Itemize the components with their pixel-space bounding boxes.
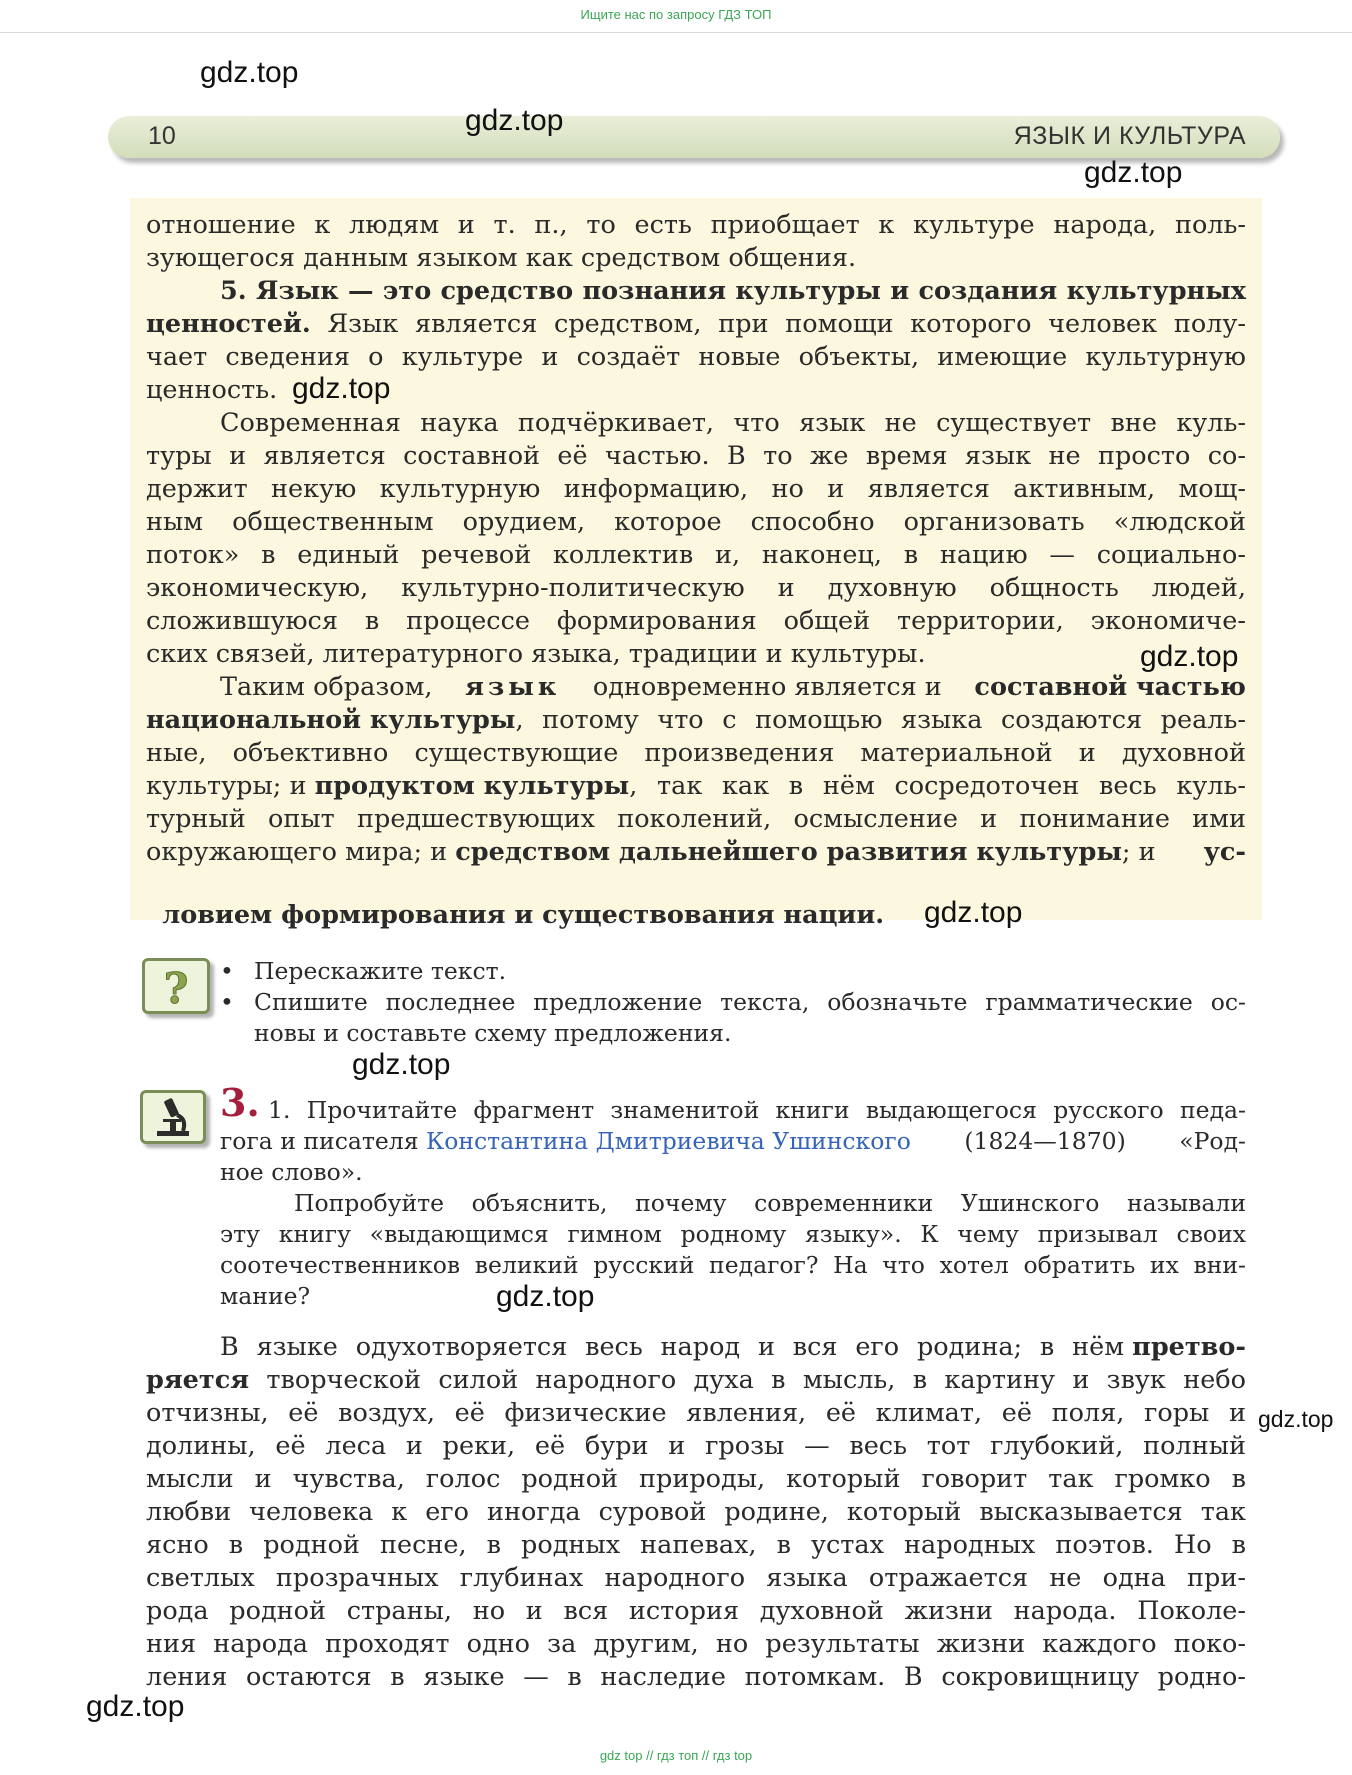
passage-line-6: любви человека к его иногда суровой родине, который высказывается так (146, 1497, 1246, 1527)
box-line-16-a: национальной культуры (146, 705, 516, 735)
page-number: 10 (148, 122, 176, 150)
top-banner[interactable]: Ищите нас по запросу ГДЗ ТОП (0, 0, 1352, 33)
exercise-line-6: соотечественников великий русский педагог? На что хотел обратить их вни- (220, 1251, 1246, 1279)
passage-line-1 (220, 1332, 1246, 1362)
box-line-21-a: ловием формирования и существования нации (162, 900, 876, 930)
author-link[interactable]: Константина Дмитриевича Ушинского (426, 1127, 911, 1155)
exercise-line-5: эту книгу «выдающимся гимном родному языку». К чему призывал своих (220, 1220, 1246, 1248)
watermark: gdz.top (1258, 1406, 1334, 1432)
box-line-20-a: окружающего мира; и (146, 837, 456, 867)
box-line-4-rest: Язык является средством, при помощи которого человек полу- (310, 309, 1246, 339)
watermark: gdz.top (1140, 640, 1239, 673)
box-line-15-c: одновременно является и (584, 672, 950, 702)
exercise-number: 3. (220, 1080, 260, 1125)
box-line-15-d: составной частью (974, 672, 1246, 702)
box-line-18-b: продуктом культуры (314, 771, 630, 801)
question-item-2-cont: новы и составьте схему предложения. (254, 1019, 732, 1047)
box-line-10: ным общественным орудием, которое способно организовать «людской (146, 507, 1246, 537)
box-line-1: отношение к людям и т. п., то есть приобщает к культуре народа, поль- (146, 210, 1246, 240)
watermark: gdz.top (465, 104, 564, 137)
section-title: ЯЗЫК И КУЛЬТУРА (1013, 122, 1246, 150)
exercise-line-2-c: (1824—1870) «Род- (910, 1127, 1246, 1155)
passage-line-1-b: претво- (1132, 1332, 1246, 1362)
passage-line-1-a: В языке одухотворяется весь народ и вся его родина; в нём (220, 1332, 1133, 1362)
question-item-2: Спишите последнее предложение текста, обозначьте грамматические ос- (254, 988, 1246, 1016)
watermark: gdz.top (496, 1280, 595, 1313)
box-line-20-d: ус- (1203, 837, 1246, 867)
exercise-line-1: 1. Прочитайте фрагмент знаменитой книги выдающегося русского педа- (268, 1096, 1246, 1124)
box-line-2: зующегося данным языком как средством общения. (146, 243, 857, 273)
box-line-18 (146, 771, 1246, 801)
question-bullet-2: • (220, 988, 234, 1016)
passage-line-2 (146, 1365, 1246, 1395)
exercise-line-4: Попробуйте объяснить, почему современники Ушинского называли (294, 1189, 1246, 1217)
box-line-20 (146, 837, 1246, 867)
question-mark-icon (142, 958, 210, 1014)
box-line-19: турный опыт предшествующих поколений, осмысление и понимание ими (146, 804, 1246, 834)
passage-line-4: долины, её леса и реки, её бури и грозы — весь тот глубокий, полный (146, 1431, 1246, 1461)
box-line-18-a: культуры; и (146, 771, 315, 801)
microscope-icon-svg (143, 1093, 203, 1141)
exercise-line-2 (220, 1127, 1246, 1155)
box-line-5: чает сведения о культуре и создаёт новые объекты, имеющие культурную (146, 342, 1246, 372)
box-line-18-c: , так как в нём сосредоточен весь куль- (629, 771, 1246, 801)
box-line-21-b: . (875, 900, 885, 930)
exercise-line-7: мание? (220, 1282, 311, 1310)
question-bullet-1: • (220, 957, 234, 985)
box-line-16-b: , потому что с помощью языка создаются реаль- (515, 705, 1246, 735)
passage-line-5: мысли и чувства, голос родной природы, который говорит так громко в (146, 1464, 1246, 1494)
box-line-20-c: ; и (1121, 837, 1164, 867)
box-line-9: держит некую культурную информацию, но и является активным, мощ- (146, 474, 1246, 504)
box-line-21 (146, 870, 884, 930)
box-line-14: ских связей, литературного языка, традиции и культуры. (146, 639, 926, 669)
box-line-13: сложившуюся в процессе формирования общей территории, экономиче- (146, 606, 1246, 636)
watermark: gdz.top (200, 56, 299, 89)
watermark: gdz.top (1084, 156, 1183, 189)
microscope-icon (140, 1090, 206, 1144)
passage-line-11: ления остаются в языке — в наследие потомкам. В сокровищницу родно- (146, 1662, 1246, 1692)
watermark: gdz.top (352, 1048, 451, 1081)
box-line-15-a: Таким образом, (220, 672, 441, 702)
box-line-20-b: средством дальнейшего развития культуры (455, 837, 1122, 867)
box-line-6: ценность. (146, 375, 278, 405)
footer-links[interactable]: gdz top // гдз топ // гдз top (599, 1748, 753, 1763)
box-line-11: поток» в единый речевой коллектив и, наконец, в нацию — социально- (146, 540, 1246, 570)
question-mark-icon-svg (145, 961, 207, 1011)
watermark: gdz.top (86, 1690, 185, 1723)
passage-line-3: отчизны, её воздух, её физические явления, её климат, её поля, горы и (146, 1398, 1246, 1428)
question-item-1: Перескажите текст. (254, 957, 507, 985)
box-line-17: ные, объективно существующие произведения материальной и духовной (146, 738, 1246, 768)
exercise-line-2-a: гога и писателя (220, 1127, 427, 1155)
box-line-4 (146, 309, 1246, 339)
passage-line-2-b: творческой силой народного духа в мысль, в картину и звук небо (249, 1365, 1246, 1395)
passage-line-8: светлых прозрачных глубинах народного языка отражается не одна при- (146, 1563, 1246, 1593)
box-line-4-bold: ценностей. (146, 309, 311, 339)
box-line-12: экономическую, культурно-политическую и духовную общность людей, (146, 573, 1246, 603)
box-line-15 (220, 672, 1246, 702)
watermark: gdz.top (924, 896, 1023, 929)
box-line-16 (146, 705, 1246, 735)
exercise-line-3: ное слово». (220, 1158, 363, 1186)
watermark: gdz.top (292, 372, 391, 405)
box-line-7: Современная наука подчёркивает, что язык не существует вне куль- (220, 408, 1246, 438)
passage-line-7: ясно в родной песне, в родных напевах, в устах народных поэтов. Но в (146, 1530, 1246, 1560)
box-line-8: туры и является составной её частью. В то же время язык не просто со- (146, 441, 1246, 471)
passage-line-9: рода родной страны, но и вся история духовной жизни народа. Поколе- (146, 1596, 1246, 1626)
passage-line-10: ния народа проходят одно за другим, но результаты жизни каждого поко- (146, 1629, 1246, 1659)
passage-line-2-a: ряется (146, 1365, 250, 1395)
box-line-3: 5. Язык — это средство познания культуры и создания культурных (220, 276, 1246, 306)
svg-text:?: ? (163, 964, 189, 1011)
box-line-15-b: язык (465, 672, 561, 702)
